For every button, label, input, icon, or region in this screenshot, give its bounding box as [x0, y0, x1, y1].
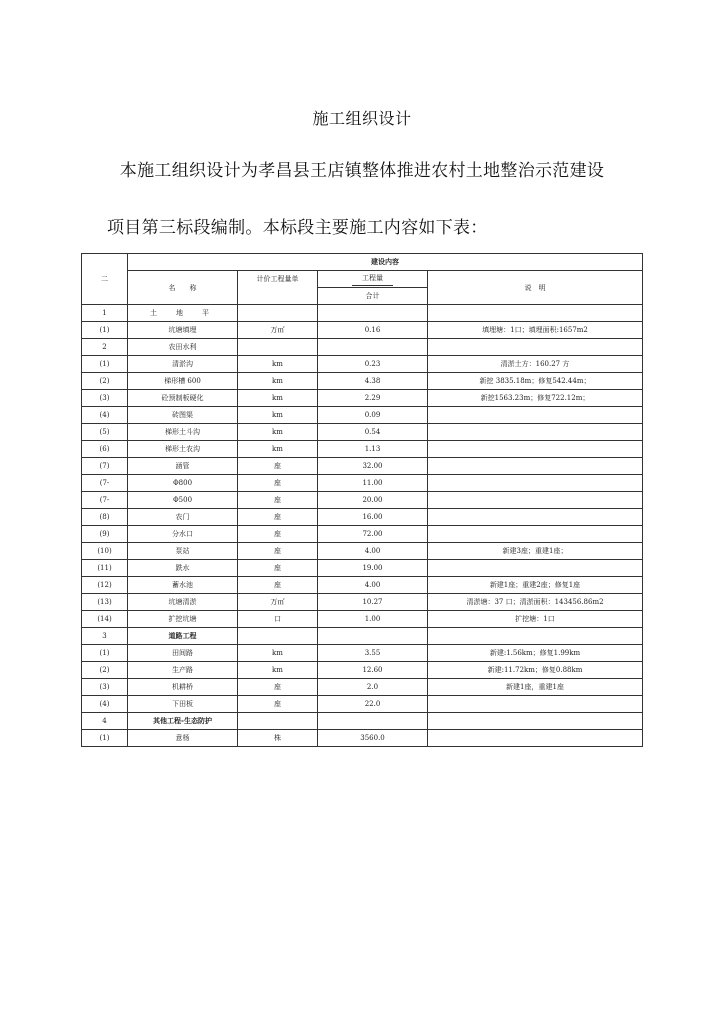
header-note: 说 明	[428, 271, 643, 305]
table-row	[82, 424, 643, 441]
table-row	[82, 611, 643, 628]
item-unit: km	[238, 373, 318, 390]
header-name: 名 称	[128, 271, 238, 305]
item-unit: 座	[238, 696, 318, 713]
row-number: (3)	[82, 679, 128, 696]
row-number: (6)	[82, 441, 128, 458]
item-name: 蓄水池	[128, 577, 238, 594]
table-row	[82, 322, 643, 339]
item-unit	[238, 713, 318, 730]
item-unit: 座	[238, 526, 318, 543]
item-quantity: 4.38	[318, 373, 428, 390]
item-quantity: 22.0	[318, 696, 428, 713]
row-number: 1	[82, 305, 128, 322]
row-number: (1)	[82, 356, 128, 373]
item-unit	[238, 628, 318, 645]
item-quantity: 0.54	[318, 424, 428, 441]
row-number: (2)	[82, 373, 128, 390]
table-row	[82, 645, 643, 662]
item-unit: km	[238, 441, 318, 458]
item-note	[428, 492, 643, 509]
item-unit: km	[238, 407, 318, 424]
item-unit: km	[238, 645, 318, 662]
item-unit	[238, 339, 318, 356]
item-unit: km	[238, 662, 318, 679]
item-note: 新建:1.56km；修复1.99km	[428, 645, 643, 662]
item-name: 泵站	[128, 543, 238, 560]
item-quantity: 0.23	[318, 356, 428, 373]
item-name: 坑塘清淤	[128, 594, 238, 611]
item-unit: km	[238, 390, 318, 407]
item-unit: 万㎡	[238, 594, 318, 611]
item-note	[428, 407, 643, 424]
row-number: (8)	[82, 509, 128, 526]
table-section-row	[82, 713, 643, 730]
row-number: (7-	[82, 492, 128, 509]
item-note	[428, 458, 643, 475]
item-quantity: 3560.0	[318, 730, 428, 747]
intro-line-2: 项目第三标段编制。本标段主要施工内容如下表：	[107, 218, 488, 238]
item-name: 分水口	[128, 526, 238, 543]
item-quantity: 19.00	[318, 560, 428, 577]
item-unit: 株	[238, 730, 318, 747]
item-quantity: 4.00	[318, 543, 428, 560]
item-unit: km	[238, 356, 318, 373]
row-number: (13)	[82, 594, 128, 611]
table-row	[82, 560, 643, 577]
item-quantity: 3.55	[318, 645, 428, 662]
row-number: (1)	[82, 730, 128, 747]
item-unit: 口	[238, 611, 318, 628]
item-quantity: 16.00	[318, 509, 428, 526]
item-unit: 座	[238, 543, 318, 560]
row-number: (7)	[82, 458, 128, 475]
row-number: (1)	[82, 645, 128, 662]
item-quantity: 2.0	[318, 679, 428, 696]
item-unit: 万㎡	[238, 322, 318, 339]
document-title: 施工组织设计	[312, 109, 412, 128]
table-row	[82, 441, 643, 458]
item-name: 其他工程-生态防护	[128, 713, 238, 730]
item-note	[428, 696, 643, 713]
item-note: 新建1座；重建2座；修复1座	[428, 577, 643, 594]
item-note: 新建:11.72km；修复0.88km	[428, 662, 643, 679]
row-number: 3	[82, 628, 128, 645]
table-row	[82, 407, 643, 424]
table-row	[82, 475, 643, 492]
table-header-row-1	[82, 254, 643, 271]
item-quantity	[318, 339, 428, 356]
item-name: 坑塘填埋	[128, 322, 238, 339]
intro-line-1: 本施工组织设计为孝昌县王店镇整体推进农村土地整治示范建设	[119, 161, 605, 181]
item-note	[428, 730, 643, 747]
item-unit: 座	[238, 475, 318, 492]
table-row	[82, 373, 643, 390]
item-note: 新挖 3835.18m；修复542.44m；	[428, 373, 643, 390]
item-note	[428, 628, 643, 645]
table-row	[82, 696, 643, 713]
item-name: 涵管	[128, 458, 238, 475]
item-note: 新建3座；重建1座；	[428, 543, 643, 560]
item-note	[428, 526, 643, 543]
row-number: (4)	[82, 407, 128, 424]
item-name: 跌水	[128, 560, 238, 577]
table-row	[82, 492, 643, 509]
item-quantity: 4.00	[318, 577, 428, 594]
item-note	[428, 441, 643, 458]
row-number: (11)	[82, 560, 128, 577]
item-unit: 座	[238, 679, 318, 696]
item-name: 机耕桥	[128, 679, 238, 696]
header-qty: 工程量	[318, 271, 428, 288]
item-name: 砖图渠	[128, 407, 238, 424]
item-unit: km	[238, 424, 318, 441]
item-note: 新建1座，重建1座	[428, 679, 643, 696]
table-row	[82, 594, 643, 611]
item-name: 扩挖坑塘	[128, 611, 238, 628]
item-name: Φ500	[128, 492, 238, 509]
item-note	[428, 475, 643, 492]
header-group: 建设内容	[128, 254, 643, 271]
table-row	[82, 458, 643, 475]
item-name: 梯形槽 600	[128, 373, 238, 390]
item-unit: 座	[238, 560, 318, 577]
item-quantity	[318, 628, 428, 645]
row-number: 4	[82, 713, 128, 730]
table-row	[82, 679, 643, 696]
item-note: 清淤土方：160.27 方	[428, 356, 643, 373]
row-number: (3)	[82, 390, 128, 407]
table-row	[82, 356, 643, 373]
table-row	[82, 543, 643, 560]
item-quantity: 11.00	[318, 475, 428, 492]
row-number: (10)	[82, 543, 128, 560]
item-quantity: 10.27	[318, 594, 428, 611]
item-name: 砼预制板硬化	[128, 390, 238, 407]
item-name: 农门	[128, 509, 238, 526]
item-quantity	[318, 713, 428, 730]
item-note	[428, 713, 643, 730]
item-note: 填埋塘：1口；填埋面积:1657m2	[428, 322, 643, 339]
row-number: (7-	[82, 475, 128, 492]
table-row	[82, 577, 643, 594]
row-number: (4)	[82, 696, 128, 713]
item-note	[428, 509, 643, 526]
item-quantity: 1.00	[318, 611, 428, 628]
table-section-row	[82, 305, 643, 322]
table-section-row	[82, 628, 643, 645]
item-unit: 座	[238, 577, 318, 594]
row-number: (9)	[82, 526, 128, 543]
item-quantity: 12.60	[318, 662, 428, 679]
item-name: 生产路	[128, 662, 238, 679]
row-number: (2)	[82, 662, 128, 679]
row-number: (14)	[82, 611, 128, 628]
item-name: 道路工程	[128, 628, 238, 645]
header-index: 二	[82, 254, 128, 305]
construction-content-table	[81, 253, 643, 747]
item-quantity: 1.13	[318, 441, 428, 458]
item-name: 梯形土农沟	[128, 441, 238, 458]
table-row	[82, 730, 643, 747]
item-note	[428, 560, 643, 577]
item-note: 新挖1563.23m；修复722.12m；	[428, 390, 643, 407]
item-name: Φ800	[128, 475, 238, 492]
item-unit	[238, 305, 318, 322]
row-number: (1)	[82, 322, 128, 339]
item-name: 意杨	[128, 730, 238, 747]
item-quantity	[318, 305, 428, 322]
item-quantity: 20.00	[318, 492, 428, 509]
item-note	[428, 424, 643, 441]
table-row	[82, 509, 643, 526]
item-name: 土 地 平	[128, 305, 238, 322]
table-section-row	[82, 339, 643, 356]
row-number: 2	[82, 339, 128, 356]
item-name: 农田水利	[128, 339, 238, 356]
item-note: 扩挖塘：1口	[428, 611, 643, 628]
header-unit: 计价工程量单	[238, 271, 318, 305]
item-quantity: 0.16	[318, 322, 428, 339]
table-row	[82, 662, 643, 679]
table-row	[82, 526, 643, 543]
table-header-row-2	[82, 271, 643, 288]
item-name: 清淤沟	[128, 356, 238, 373]
item-quantity: 72.00	[318, 526, 428, 543]
row-number: (12)	[82, 577, 128, 594]
table-row	[82, 390, 643, 407]
item-note	[428, 305, 643, 322]
item-quantity: 2.29	[318, 390, 428, 407]
item-note	[428, 339, 643, 356]
item-name: 田间路	[128, 645, 238, 662]
item-name: 下田板	[128, 696, 238, 713]
header-qty-sub: 合计	[318, 288, 428, 305]
row-number: (5)	[82, 424, 128, 441]
item-quantity: 0.09	[318, 407, 428, 424]
item-unit: 座	[238, 458, 318, 475]
item-unit: 座	[238, 492, 318, 509]
item-name: 梯形土斗沟	[128, 424, 238, 441]
item-quantity: 32.00	[318, 458, 428, 475]
item-unit: 座	[238, 509, 318, 526]
item-note: 清淤塘：37 口；清淤面积：143456.86m2	[428, 594, 643, 611]
